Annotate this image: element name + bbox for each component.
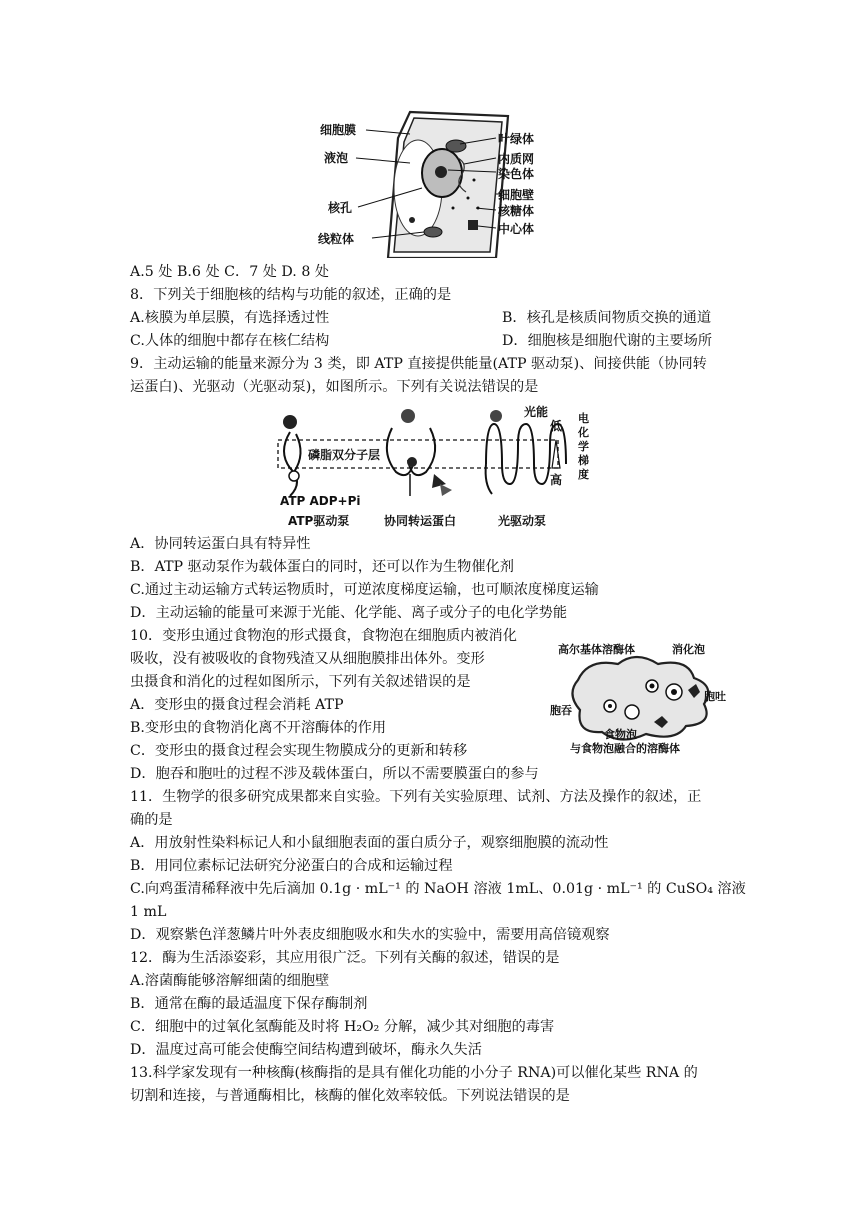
label-digestive-vacuole: 消化泡 [672, 643, 705, 656]
q8-option-a [130, 308, 712, 328]
label-food-vacuole: 食物泡 [604, 728, 637, 741]
label-cotransporter: 协同转运蛋白 [384, 514, 457, 528]
label-cell-wall: 细胞壁 [498, 188, 535, 202]
q9-option-a: A．协同转运蛋白具有特异性 [130, 536, 311, 552]
active-transport-figure [272, 404, 608, 530]
label-phospholipid-bilayer: 磷脂双分子层 [308, 448, 381, 462]
q12-option-a: A.溶菌酶能够溶解细菌的细胞壁 [130, 973, 330, 989]
q12-option-d: D．温度过高可能会使酶空间结构遭到破坏，酶永久失活 [130, 1042, 482, 1058]
label-mitochondria: 线粒体 [318, 232, 355, 246]
label-low: 低 [550, 419, 563, 433]
q12-option-c: C．细胞中的过氧化氢酶能及时将 H₂O₂ 分解，减少其对细胞的毒害 [130, 1019, 555, 1035]
label-ribosome: 核糖体 [498, 204, 535, 218]
label-vacuole: 液泡 [324, 151, 349, 165]
label-atp-adp: ATP ADP+Pi [280, 494, 361, 508]
q10-option-d: D．胞吞和胞吐的过程不涉及载体蛋白，所以不需要膜蛋白的参与 [130, 766, 539, 782]
q8-b-text: B．核孔是核质间物质交换的通道 [502, 310, 712, 326]
label-golgi-lysosome: 高尔基体溶酶体 [558, 643, 635, 656]
q11-option-a: A．用放射性染料标记人和小鼠细胞表面的蛋白质分子，观察细胞膜的流动性 [130, 835, 609, 851]
label-chloroplast: 叶绿体 [498, 132, 535, 146]
q11-option-d: D．观察紫色洋葱鳞片叶外表皮细胞吸水和失水的实验中，需要用高倍镜观察 [130, 927, 610, 943]
label-fused-lysosome: 与食物泡融合的溶酶体 [570, 742, 680, 755]
q10-stem-line3: 虫摄食和消化的过程如图所示，下列有关叙述错误的是 [130, 674, 471, 690]
q10-option-b: B.变形虫的食物消化离不开溶酶体的作用 [130, 720, 387, 736]
q12-option-b: B．通常在酶的最适温度下保存酶制剂 [130, 996, 368, 1012]
q9-option-d: D．主动运输的能量可来源于光能、化学能、离子或分子的电化学势能 [130, 605, 568, 621]
q9-stem-line1: 9．主动运输的能量来源分为 3 类，即 ATP 直接提供能量(ATP 驱动泵)、间接供能（协同转 [130, 356, 707, 372]
q7-options: A.5 处 B.6 处 C．7 处 D. 8 处 [130, 264, 330, 280]
label-atp-pump: ATP驱动泵 [288, 514, 350, 528]
plant-cell-figure [318, 108, 540, 258]
label-exocytosis: 胞吐 [704, 690, 726, 703]
q13-stem-line2: 切割和连接，与普通酶相比，核酶的催化效率较低。下列说法错误的是 [130, 1088, 570, 1104]
label-nuclear-pore: 核孔 [328, 201, 353, 215]
q11-stem-line2: 确的是 [130, 812, 173, 828]
label-cell-membrane: 细胞膜 [320, 123, 357, 137]
q9-option-c: C.通过主动运输方式转运物质时，可逆浓度梯度运输，也可顺浓度梯度运输 [130, 582, 599, 598]
q12-stem: 12．酶为生活添姿彩，其应用很广泛。下列有关酶的叙述，错误的是 [130, 950, 560, 966]
label-high: 高 [550, 473, 563, 487]
amoeba-figure [548, 640, 734, 756]
q13-stem-line1: 13.科学家发现有一种核酶(核酶指的是具有催化功能的小分子 RNA)可以催化某些 RNA 的 [130, 1065, 698, 1081]
label-er: 内质网 [498, 152, 535, 166]
label-centriole: 中心体 [498, 222, 535, 236]
label-gradient: 电化学梯度 [578, 412, 589, 481]
q10-stem-line1: 10．变形虫通过食物泡的形式摄食，食物泡在细胞质内被消化 [130, 628, 517, 644]
label-endocytosis: 胞吞 [550, 704, 572, 717]
q8-option-c [130, 331, 713, 351]
q9-stem-line2: 运蛋白)、光驱动（光驱动泵)，如图所示。下列有关说法错误的是 [130, 379, 539, 395]
q10-stem-line2: 吸收，没有被吸收的食物残渣又从细胞膜排出体外。变形 [130, 651, 485, 667]
q11-option-c-line2: 1 mL [130, 904, 167, 920]
q11-option-c-line1: C.向鸡蛋清稀释液中先后滴加 0.1g · mL⁻¹ 的 NaOH 溶液 1mL、0.01g · mL⁻¹ 的 CuSO₄ 溶液 [130, 881, 746, 897]
q10-option-c: C．变形虫的摄食过程会实现生物膜成分的更新和转移 [130, 743, 468, 759]
label-light-pump: 光驱动泵 [498, 514, 547, 528]
q8-c-text: C.人体的细胞中都存在核仁结构 [130, 333, 330, 349]
label-chromosome: 染色体 [498, 167, 535, 181]
q8-a-text: A.核膜为单层膜，有选择透过性 [130, 310, 330, 326]
q9-option-b: B．ATP 驱动泵作为载体蛋白的同时，还可以作为生物催化剂 [130, 559, 514, 575]
q11-stem-line1: 11．生物学的很多研究成果都来自实验。下列有关实验原理、试剂、方法及操作的叙述，正 [130, 789, 702, 805]
q8-d-text: D．细胞核是细胞代谢的主要场所 [502, 333, 713, 349]
q11-option-b: B．用同位素标记法研究分泌蛋白的合成和运输过程 [130, 858, 453, 874]
label-light-energy: 光能 [524, 405, 549, 419]
q10-option-a: A．变形虫的摄食过程会消耗 ATP [130, 697, 344, 713]
q8-stem: 8．下列关于细胞核的结构与功能的叙述，正确的是 [130, 287, 452, 303]
